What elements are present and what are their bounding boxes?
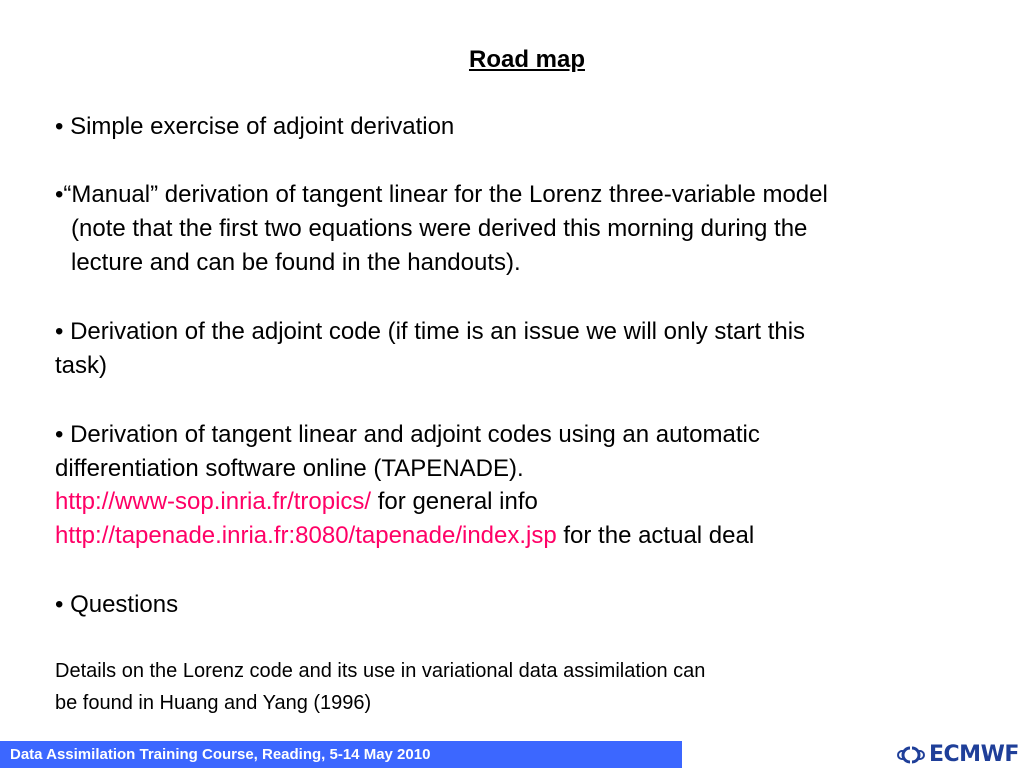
note-line1: Details on the Lorenz code and its use in variational data assimilation can [55, 660, 706, 682]
bullet-simple-exercise: • Simple exercise of adjoint derivation [55, 113, 455, 140]
slide-title: Road map [468, 46, 585, 73]
tropics-link-suffix: for general info [371, 488, 538, 515]
bullet-tapenade-line2: differentiation software online (TAPENADE). [55, 455, 524, 482]
tapenade-link-suffix: for the actual deal [556, 522, 755, 549]
tapenade-link[interactable]: http://tapenade.inria.fr:8080/tapenade/index.jsp [55, 522, 557, 549]
ecmwf-logo-icon [895, 745, 927, 765]
bullet-manual-derivation-line2: (note that the first two equations were derived this morning during the [71, 215, 808, 242]
bullet-adjoint-code-line2: task) [55, 352, 108, 379]
ecmwf-logo [895, 741, 1019, 768]
footer-bar: Data Assimilation Training Course, Reading, 5-14 May 2010 [0, 741, 682, 768]
note-line2: be found in Huang and Yang (1996) [55, 692, 372, 714]
bullet-manual-derivation-line3: lecture and can be found in the handouts). [71, 249, 521, 276]
tropics-link-line [55, 485, 538, 519]
bullet-manual-derivation-line1: •“Manual” derivation of tangent linear for the Lorenz three-variable model [55, 181, 828, 208]
tropics-link[interactable]: http://www-sop.inria.fr/tropics/ [55, 488, 372, 515]
bullet-adjoint-code-line1: • Derivation of the adjoint code (if time is an issue we will only start this [55, 318, 806, 345]
tapenade-link-line [55, 519, 754, 553]
bullet-questions: • Questions [55, 591, 179, 618]
bullet-tapenade-line1: • Derivation of tangent linear and adjoint codes using an automatic [55, 421, 760, 448]
ecmwf-logo-text: ECMWF [929, 742, 1019, 767]
